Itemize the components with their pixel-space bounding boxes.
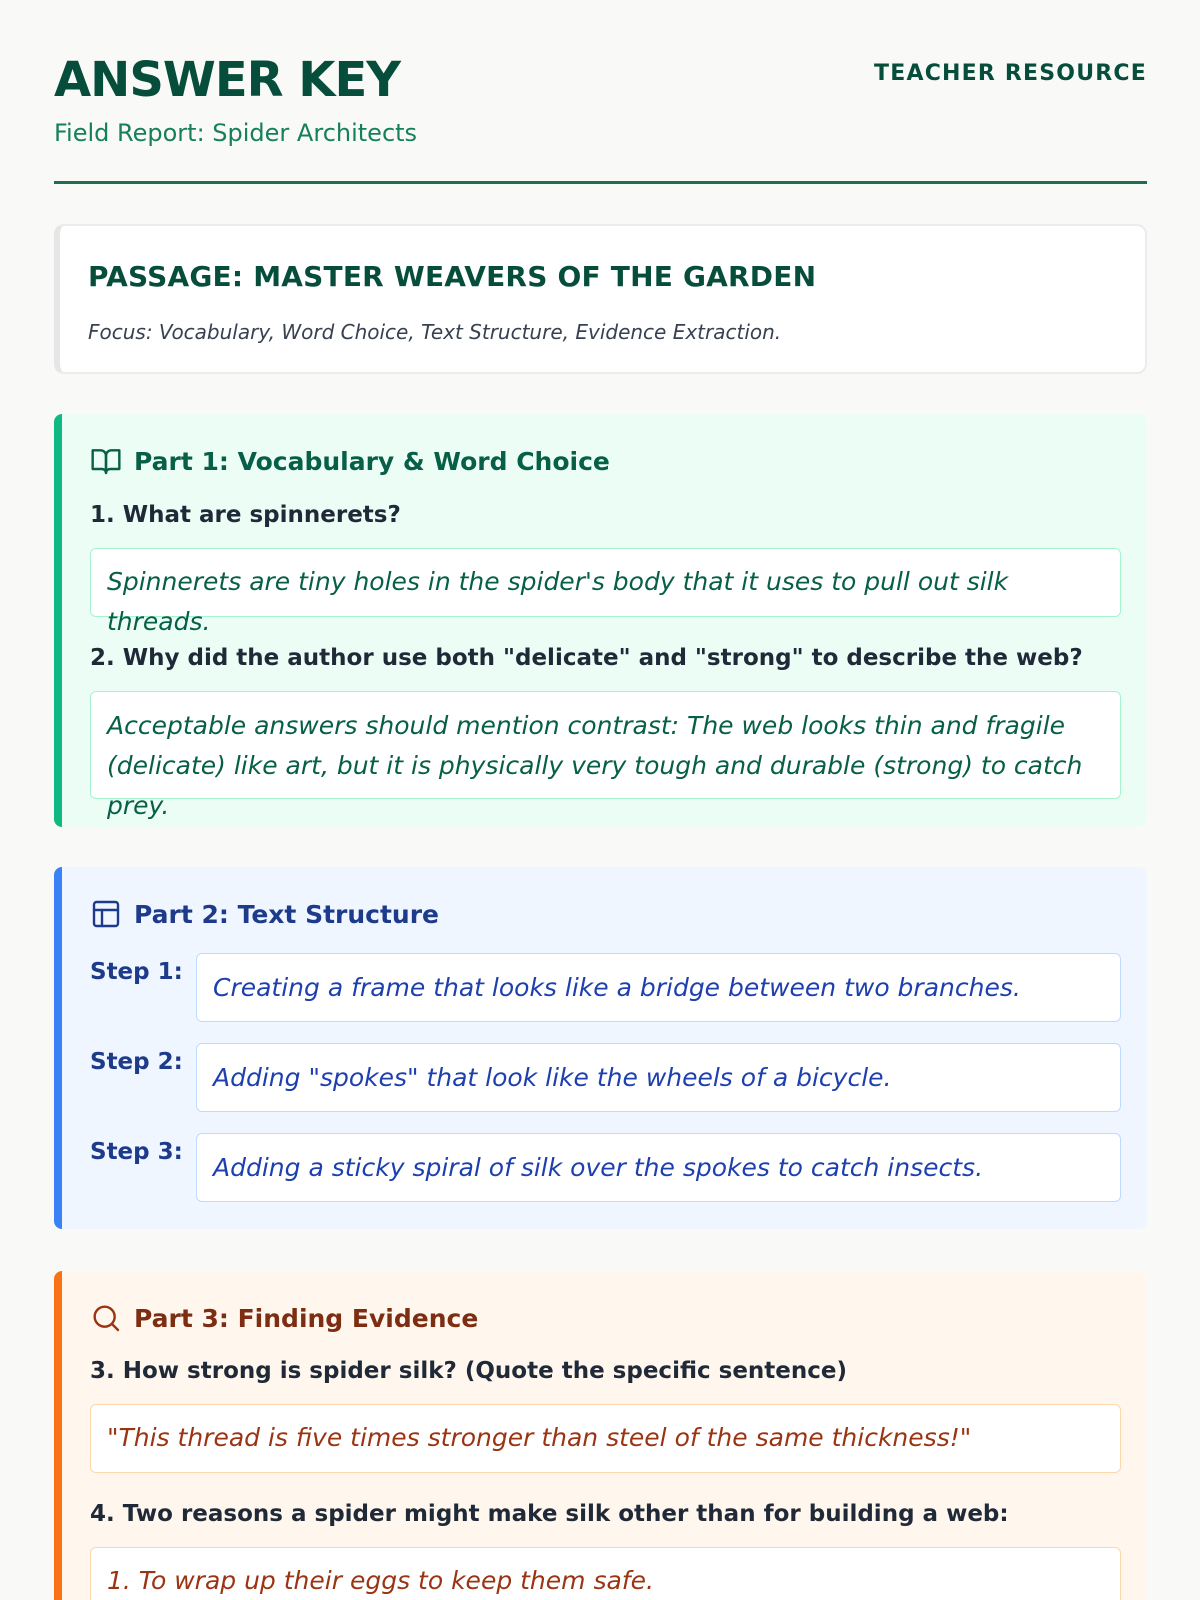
answer-2: Acceptable answers should mention contrast: The web looks thin and fragile (delicate) like art, but it is physically very tough and durable (strong) to catch prey. (90, 691, 1121, 799)
passage-card (54, 224, 1147, 374)
part3-section (54, 1271, 1147, 1600)
page-header (54, 0, 1147, 184)
step-3-answer: Adding a sticky spiral of silk over the spokes to catch insects. (196, 1133, 1121, 1202)
part2-section (54, 867, 1147, 1229)
step-1-answer: Creating a frame that looks like a bridge between two branches. (196, 953, 1121, 1022)
search-icon (90, 1302, 122, 1334)
passage-title: PASSAGE: MASTER WEAVERS OF THE GARDEN (88, 260, 817, 293)
step-2-answer: Adding "spokes" that look like the wheels of a bicycle. (196, 1043, 1121, 1112)
page-subtitle: Field Report: Spider Architects (54, 119, 418, 147)
part2-heading (90, 897, 439, 931)
layout-icon (90, 898, 122, 930)
book-open-icon (90, 445, 122, 477)
part3-heading (90, 1301, 478, 1335)
part1-section (54, 414, 1147, 827)
answer-1: Spinnerets are tiny holes in the spider's body that it uses to pull out silk threads. (90, 548, 1121, 617)
part2-heading-text: Part 2: Text Structure (134, 899, 440, 929)
passage-focus: Focus: Vocabulary, Word Choice, Text Structure, Evidence Extraction. (88, 320, 782, 344)
page-title: ANSWER KEY (54, 52, 401, 108)
answer-3: "This thread is five times stronger than steel of the same thickness!" (90, 1404, 1121, 1473)
teacher-resource-label: TEACHER RESOURCE (874, 61, 1147, 86)
step-1-label: Step 1: (90, 959, 183, 985)
question-3: 3. How strong is spider silk? (Quote the specific sentence) (90, 1358, 848, 1384)
answer-key-page (54, 0, 1147, 1595)
step-3-label: Step 3: (90, 1139, 183, 1165)
question-1: 1. What are spinnerets? (90, 502, 401, 528)
question-2: 2. Why did the author use both "delicate" and "strong" to describe the web? (90, 645, 1083, 671)
step-2-label: Step 2: (90, 1049, 183, 1075)
answer-4: 1. To wrap up their eggs to keep them safe. (90, 1547, 1121, 1600)
part1-heading (90, 444, 610, 478)
part1-heading-text: Part 1: Vocabulary & Word Choice (134, 446, 610, 476)
question-4: 4. Two reasons a spider might make silk other than for building a web: (90, 1501, 1009, 1527)
part3-heading-text: Part 3: Finding Evidence (134, 1303, 479, 1333)
